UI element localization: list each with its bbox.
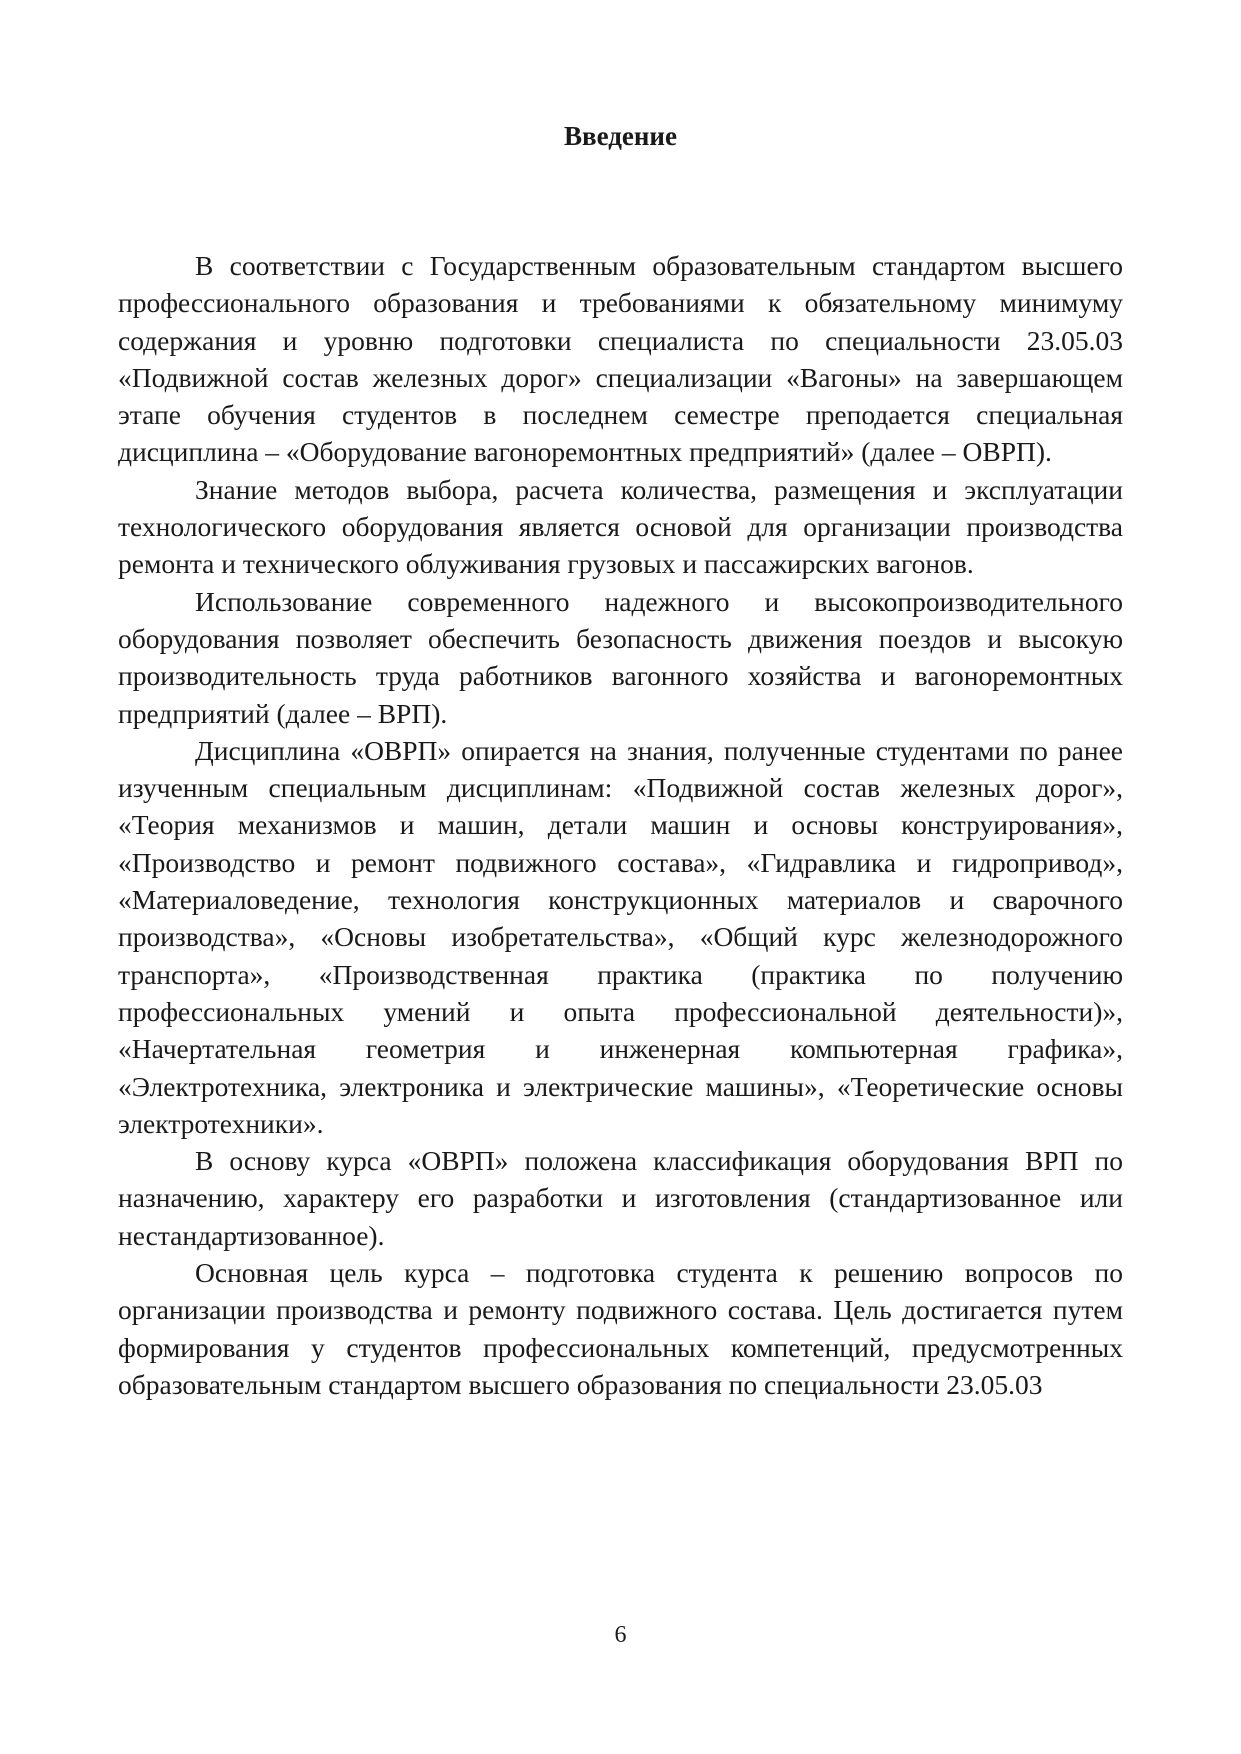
paragraph-5: В основу курса «ОВРП» положена классификация оборудования ВРП по назначению, характеру его разработки и изготовления (стандартизованное или нестандартизованное). (118, 1145, 1123, 1251)
paragraph-4: Дисциплина «ОВРП» опирается на знания, полученные студентами по ранее изученным специальным дисциплинам: «Подвижной состав железных дорог», «Теория механизмов и машин, детали машин и основы конструирования», «Производство и ремонт подвижного состава», «Гидравлика и гидропривод», «Материаловедение, технология конструкционных материалов и сварочного производства», «Основы изобретательства», «Общий курс железнодорожного транспорта», «Производственная практика (практика по получению профессиональных умений и опыта профессиональной деятельности)», «Начертательная геометрия и инженерная компьютерная графика», «Электротехника, электроника и электрические машины», «Теоретические основы электротехники». (118, 734, 1123, 1139)
body-text (118, 247, 1123, 1403)
paragraph-3: Использование современного надежного и высокопроизводительного оборудования позволяет обеспечить безопасность движения поездов и высокую производительность труда работников вагонного хозяйства и вагоноремонтных предприятий (далее – ВРП). (118, 585, 1123, 729)
section-title: Введение (564, 121, 677, 151)
page-number: 6 (614, 1622, 627, 1648)
paragraph-6: Основная цель курса – подготовка студента к решению вопросов по организации производства и ремонту подвижного состава. Цель достигается путем формирования у студентов профессиональных компетенций, предусмотренных образовательным стандартом высшего образования по специальности 23.05.03 (118, 1257, 1123, 1400)
paragraph-1: В соответствии с Государственным образовательным стандартом высшего профессионального образования и требованиями к обязательному минимуму содержания и уровню подготовки специалиста по специальности 23.05.03 «Подвижной состав железных дорог» специализации «Вагоны» на завершающем этапе обучения студентов в последнем семестре преподается специальная дисциплина – «Оборудование вагоноремонтных предприятий» (далее – ОВРП). (118, 250, 1123, 468)
paragraph-2: Знание методов выбора, расчета количества, размещения и эксплуатации технологического оборудования является основой для организации производства ремонта и технического облуживания грузовых и пассажирских вагонов. (118, 473, 1123, 580)
